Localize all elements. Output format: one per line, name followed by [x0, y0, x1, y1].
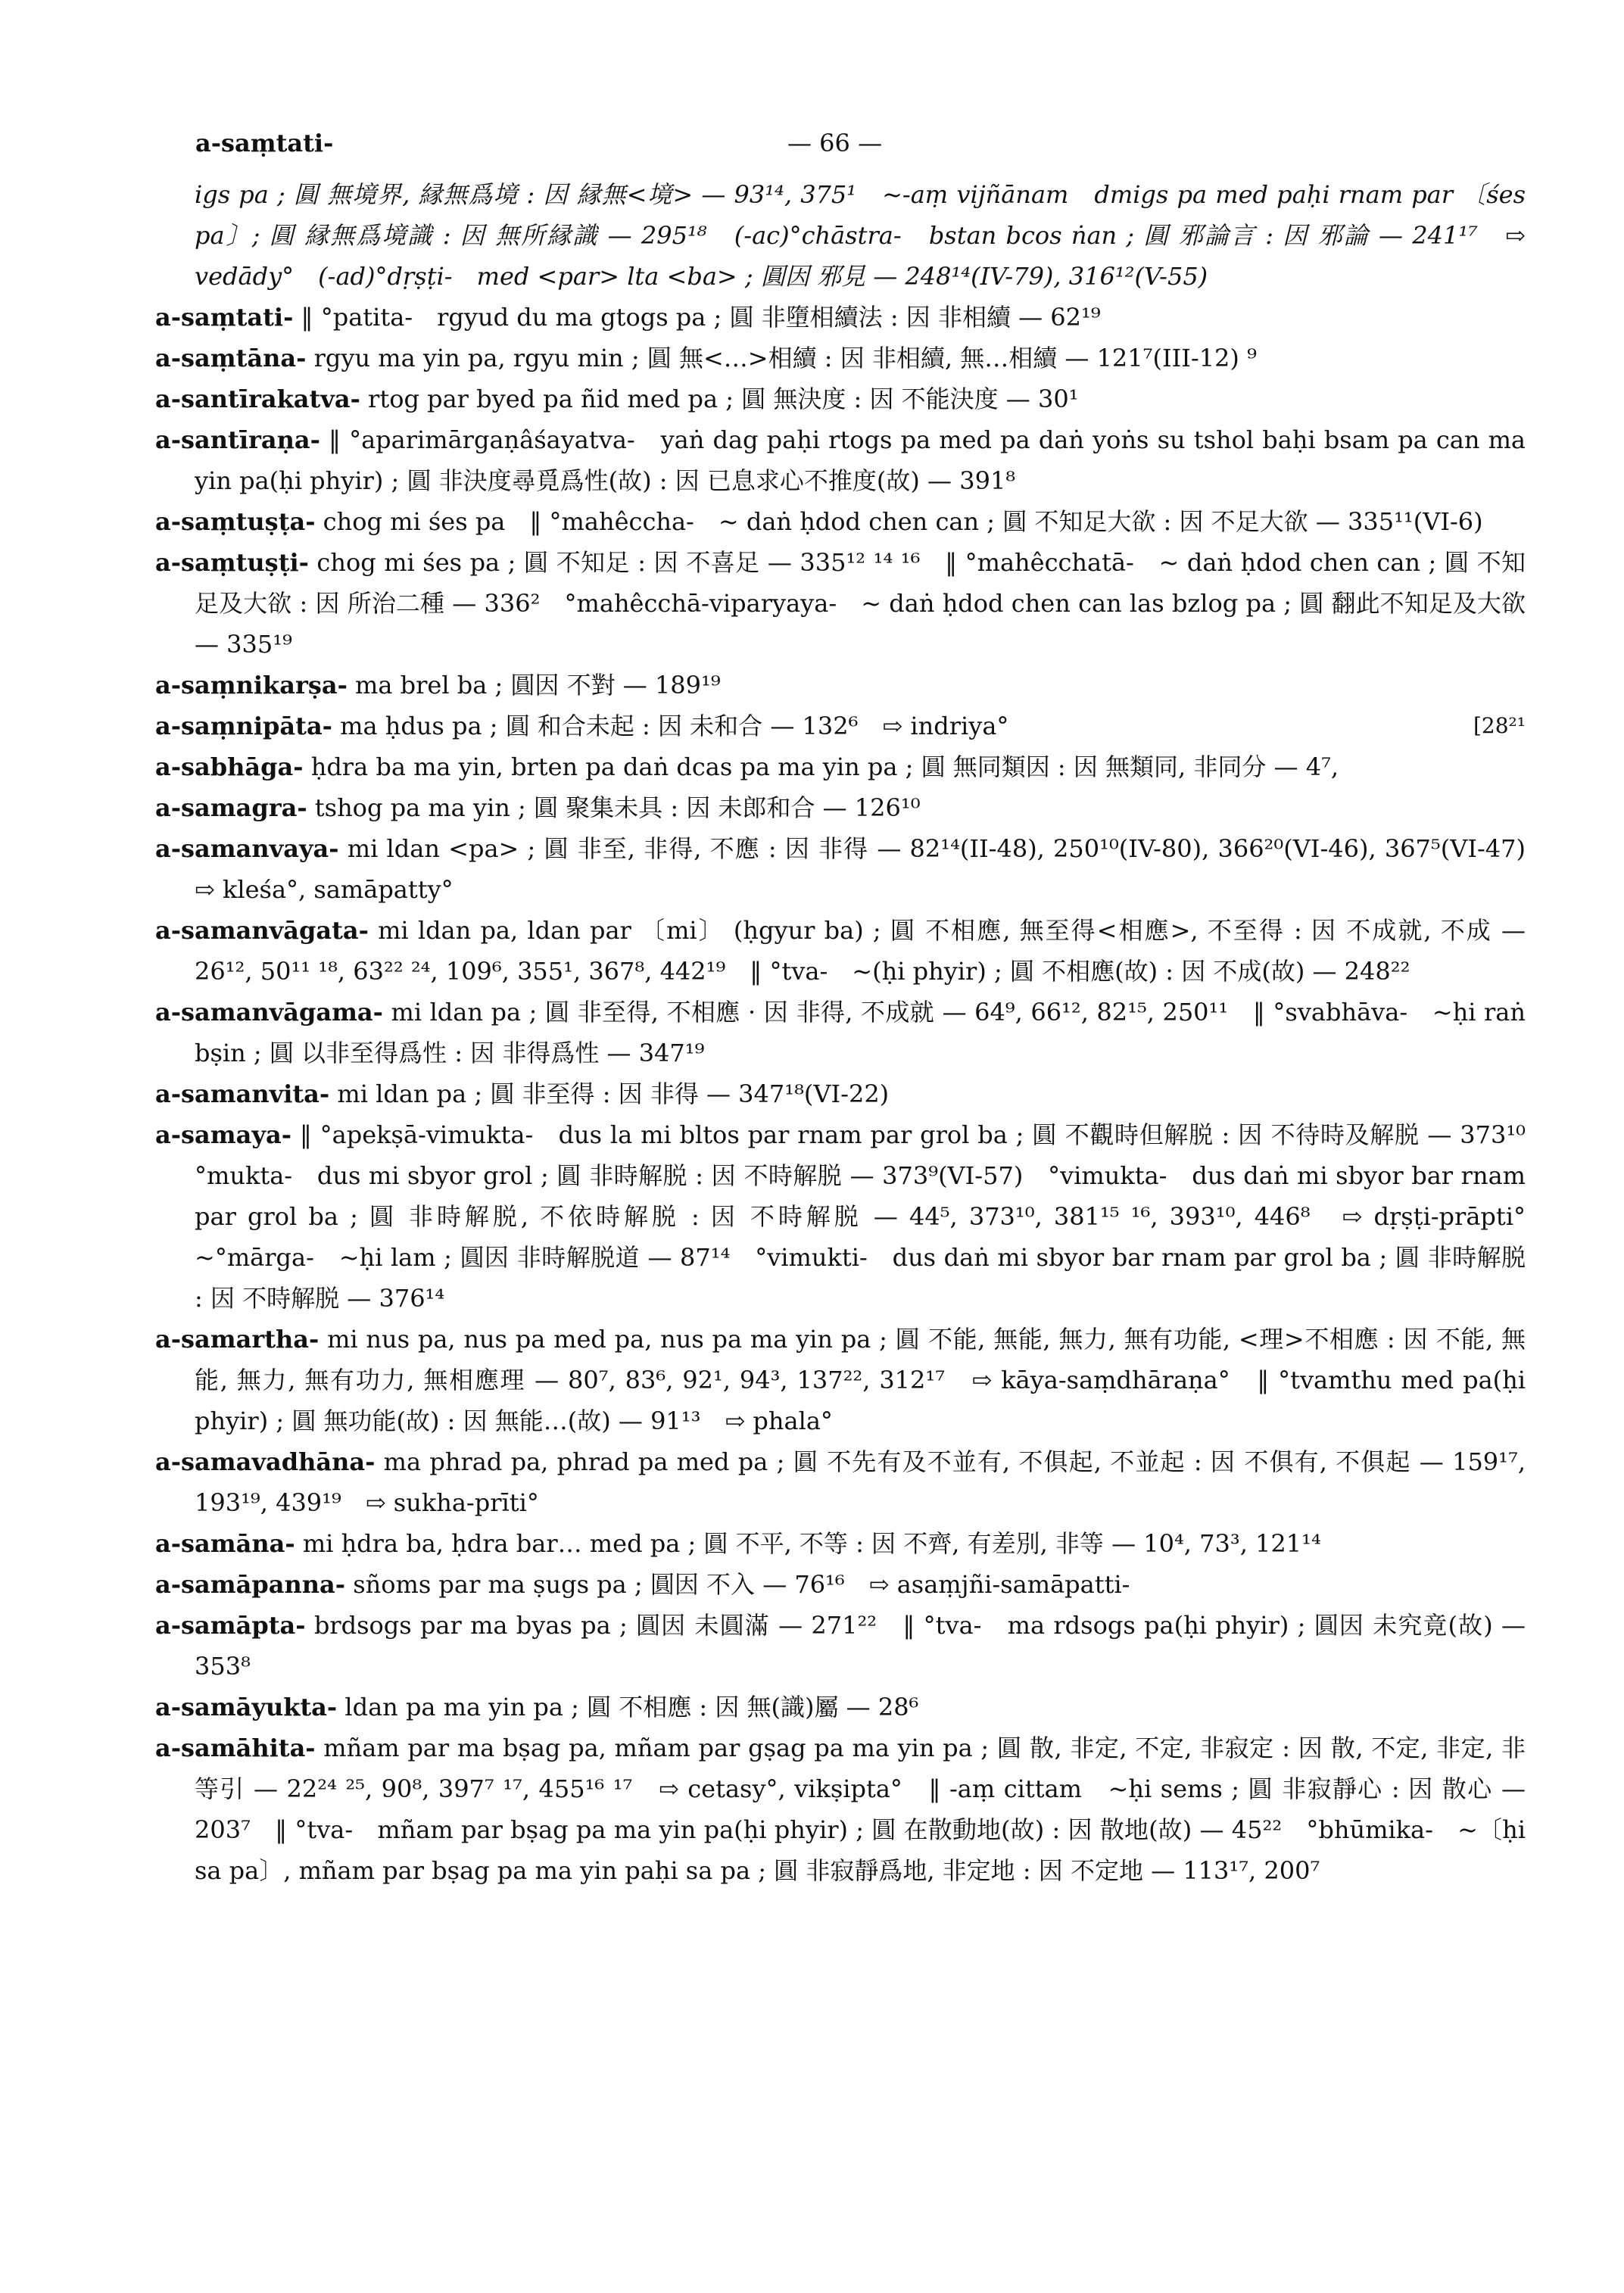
entry-body: ‖ °aparimārgaṇâśayatva- yaṅ dag paḥi rtogs pa med pa daṅ yoṅs su tshol baḥi bsam pa can ma yin pa(ḥi phyir) ; 圓 非決度尋覓爲性(故) : 因 已息求心不推度(故) — 391⁸	[195, 425, 1526, 495]
entry-body: ldan pa ma yin pa ; 圓 不相應 : 因 無(識)屬 — 28⁶	[344, 1693, 919, 1721]
entry-body: ḥdra ba ma yin, brten pa daṅ dcas pa ma yin pa ; 圓 無同類因 : 因 無類同, 非同分 — 4⁷,	[310, 752, 1339, 781]
entry-headword: a-samanvāgata-	[155, 916, 369, 945]
entry-headword: a-saṃnikarṣa-	[155, 671, 348, 699]
dictionary-entry	[155, 174, 1526, 297]
page-number: — 66 —	[787, 129, 883, 157]
dictionary-entry	[155, 1523, 1526, 1564]
dictionary-entry	[155, 706, 1526, 746]
dictionary-entry	[155, 501, 1526, 542]
entry-headword: a-samagra-	[155, 793, 307, 822]
entry-headword: a-santīraṇa-	[155, 425, 320, 454]
entry-body: ma phrad pa, phrad pa med pa ; 圓 不先有及不並有, 不俱起, 不並起 : 因 不俱有, 不俱起 — 159¹⁷, 193¹⁹, 439¹⁹ ⇨ sukha-prīti°	[195, 1447, 1526, 1517]
entry-body: mi ldan pa ; 圓 非至得 : 因 非得 — 347¹⁸(VI-22)	[337, 1080, 890, 1108]
entry-headword: a-saṃtati-	[155, 303, 294, 332]
entry-body: chog mi śes pa ; 圓 不知足 : 因 不喜足 — 335¹² ¹⁴ ¹⁶ ‖ °mahêcchatā- ~ daṅ ḥdod chen can ; 圓 不知足及大欲 : 因 所治二種 — 336² °mahêcchā-viparyaya- ~ daṅ ḥdod chen can las bzlog pa ; 圓 翻此不知足及大欲 — 335¹⁹	[195, 548, 1526, 659]
entry-body: mi ldan <pa> ; 圓 非至, 非得, 不應 : 因 非得 — 82¹⁴(II-48), 250¹⁰(IV-80), 366²⁰(VI-46), 367⁵(VI-47) ⇨ kleśa°, samāpatty°	[195, 834, 1551, 904]
entry-body: ma brel ba ; 圓因 不對 — 189¹⁹	[355, 671, 721, 699]
entry-headword: a-saṃtuṣṭa-	[155, 507, 316, 536]
entry-headword: a-samartha-	[155, 1325, 320, 1354]
entry-headword: a-saṃtāna-	[155, 344, 307, 372]
entry-body: sñoms par ma ṣugs pa ; 圓因 不入 — 76¹⁶ ⇨ asaṃjñi-samāpatti-	[353, 1570, 1130, 1599]
entries-list	[155, 174, 1551, 1891]
dictionary-entry	[155, 419, 1526, 501]
dictionary-entry	[155, 1114, 1551, 1319]
entry-headword: a-samāhita-	[155, 1734, 316, 1762]
dictionary-entry	[155, 297, 1526, 338]
entry-headword: a-sabhāga-	[155, 752, 304, 781]
entry-body: ‖ °apekṣā-vimukta- dus la mi bltos par rnam par grol ba ; 圓 不觀時但解脱 : 因 不待時及解脱 — 373¹⁰ °mukta- dus mi sbyor grol ; 圓 非時解脱 : 因 不時解脱 — 373⁹(VI-57) °vimukta- dus daṅ mi sbyor bar rnam par grol ba ; 圓 非時解脱, 不依時解脱 : 因 不時解脱 — 44⁵, 373¹⁰, 381¹⁵ ¹⁶, 393¹⁰, 446⁸ ⇨ dṛṣṭi-prāpti° ~°mārga- ~ḥi lam ; 圓因 非時解脱道 — 87¹⁴ °vimukti- dus daṅ mi sbyor bar rnam par grol ba ; 圓 非時解脱 : 因 不時解脱 — 376¹⁴	[195, 1120, 1551, 1313]
entry-body: mi ldan pa, ldan par 〔mi〕 (ḥgyur ba) ; 圓 不相應, 無至得<相應>, 不至得 : 因 不成就, 不成 — 26¹², 50¹¹ ¹⁸, 63²² ²⁴, 109⁶, 355¹, 367⁸, 442¹⁹ ‖ °tva- ~(ḥi phyir) ; 圓 不相應(故) : 因 不成(故) — 248²²	[195, 916, 1526, 986]
entry-body: mi ḥdra ba, ḥdra bar… med pa ; 圓 不平, 不等 : 因 不齊, 有差別, 非等 — 10⁴, 73³, 121¹⁴	[302, 1529, 1321, 1558]
entry-headword: a-samanvaya-	[155, 834, 339, 863]
entry-headword: a-samāna-	[155, 1529, 295, 1558]
entry-headword: a-samāpanna-	[155, 1570, 346, 1599]
entry-body: rgyu ma yin pa, rgyu min ; 圓 無<…>相續 : 因 非相續, 無…相續 — 121⁷(III-12) ⁹	[313, 344, 1257, 372]
dictionary-entry	[155, 1687, 1526, 1728]
entry-headword: a-samanvita-	[155, 1080, 330, 1108]
entry-body: ‖ °patita- rgyud du ma gtogs pa ; 圓 非墮相續法 : 因 非相續 — 62¹⁹	[301, 303, 1101, 332]
dictionary-entry	[155, 542, 1526, 665]
dictionary-entry	[155, 910, 1526, 992]
entry-headword: a-samavadhāna-	[155, 1447, 376, 1476]
entry-body: brdsogs par ma byas pa ; 圓因 未圓滿 — 271²² ‖ °tva- ma rdsogs pa(ḥi phyir) ; 圓因 未究竟(故) — 353⁸	[195, 1611, 1526, 1681]
entry-headword: a-samanvāgama-	[155, 998, 383, 1027]
entry-body: tshog pa ma yin ; 圓 聚集未具 : 因 未郎和合 — 126¹⁰	[314, 793, 921, 822]
dictionary-entry	[155, 338, 1526, 379]
dictionary-entry	[155, 1319, 1526, 1441]
entry-body: rtog par byed pa ñid med pa ; 圓 無決度 : 因 不能決度 — 30¹	[368, 385, 1079, 413]
entry-headword: a-samāyukta-	[155, 1693, 338, 1721]
running-head: a-saṃtati-	[195, 129, 334, 157]
entry-body: ma ḥdus pa ; 圓 和合未起 : 因 未和合 — 132⁶ ⇨ indriya°	[340, 712, 1009, 740]
entry-headword: a-saṃnipāta-	[155, 712, 332, 740]
dictionary-entry	[155, 787, 1526, 828]
dictionary-entry	[155, 828, 1551, 910]
margin-note: [28²¹	[1473, 713, 1526, 738]
entry-body: chog mi śes pa ‖ °mahêccha- ~ daṅ ḥdod chen can ; 圓 不知足大欲 : 因 不足大欲 — 335¹¹(VI-6)	[323, 507, 1483, 536]
entry-body: igs pa ; 圓 無境界, 縁無爲境 : 因 縁無<境> — 93¹⁴, 375¹ ~-aṃ vijñānam dmigs pa med paḥi rnam par 〔śes pa〕; 圓 縁無爲境識 : 因 無所縁識 — 295¹⁸ (-ac)°chāstra- bstan bcos ṅan ; 圓 邪論言 : 因 邪論 — 241¹⁷ ⇨ vedādy° (-ad)°dṛṣṭi- med <par> lta <ba> ; 圓因 邪見 — 248¹⁴(IV-79), 316¹²(V-55)	[195, 180, 1526, 291]
entry-headword: a-santīrakatva-	[155, 385, 360, 413]
entry-headword: a-samāpta-	[155, 1611, 306, 1640]
dictionary-entry	[155, 1564, 1526, 1605]
entry-headword: a-samaya-	[155, 1120, 291, 1149]
dictionary-entry	[155, 1728, 1526, 1891]
dictionary-entry	[155, 1441, 1526, 1523]
entry-headword: a-saṃtuṣṭi-	[155, 548, 309, 577]
dictionary-entry	[155, 992, 1526, 1073]
dictionary-entry	[155, 1073, 1526, 1114]
dictionary-entry	[155, 665, 1526, 706]
entry-body: mi ldan pa ; 圓 非至得, 不相應 · 因 非得, 不成就 — 64⁹, 66¹², 82¹⁵, 250¹¹ ‖ °svabhāva- ~ḥi raṅ bṣin ; 圓 以非至得爲性 : 因 非得爲性 — 347¹⁹	[195, 998, 1526, 1067]
dictionary-entry	[155, 1605, 1526, 1687]
entry-body: mñam par ma bṣag pa, mñam par gṣag pa ma yin pa ; 圓 散, 非定, 不定, 非寂定 : 因 散, 不定, 非定, 非等引 — 22²⁴ ²⁵, 90⁸, 397⁷ ¹⁷, 455¹⁶ ¹⁷ ⇨ cetasy°, vikṣipta° ‖ -aṃ cittam ~ḥi sems ; 圓 非寂靜心 : 因 散心 — 203⁷ ‖ °tva- mñam par bṣag pa ma yin pa(ḥi phyir) ; 圓 在散動地(故) : 因 散地(故) — 45²² °bhūmika- ~〔ḥi sa pa〕, mñam par bṣag pa ma yin paḥi sa pa ; 圓 非寂靜爲地, 非定地 : 因 不定地 — 113¹⁷, 200⁷	[195, 1734, 1526, 1885]
dictionary-entry	[155, 746, 1526, 787]
entry-body: mi nus pa, nus pa med pa, nus pa ma yin pa ; 圓 不能, 無能, 無力, 無有功能, <理>不相應 : 因 不能, 無能, 無力, 無有功力, 無相應理 — 80⁷, 83⁶, 92¹, 94³, 137²², 312¹⁷ ⇨ kāya-saṃdhāraṇa° ‖ °tvamthu med pa(ḥi phyir) ; 圓 無功能(故) : 因 無能…(故) — 91¹³ ⇨ phala°	[195, 1325, 1526, 1435]
dictionary-entry	[155, 379, 1526, 419]
